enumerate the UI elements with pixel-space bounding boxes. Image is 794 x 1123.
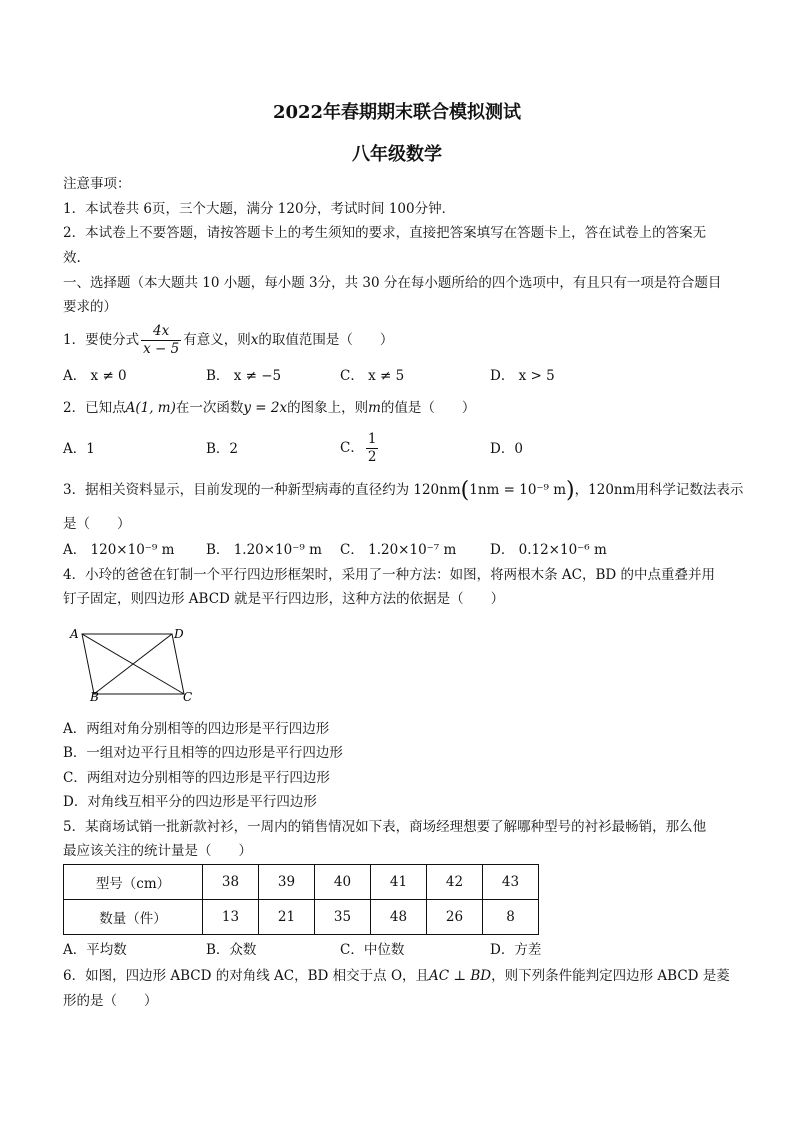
q2-option-c-label: C． bbox=[340, 440, 364, 456]
q1-suffix-a: 有意义，则 bbox=[183, 332, 251, 348]
question-4-cont: 钉子固定，则四边形 ABCD 就是平行四边形，这种方法的依据是（ ） bbox=[63, 591, 505, 607]
q2-mid: 在一次函数 bbox=[175, 400, 244, 416]
q1-option-d: D． x > 5 bbox=[490, 368, 555, 384]
q1-option-c: C． x ≠ 5 bbox=[340, 368, 405, 384]
notice-item-1: 1．本试卷共 6页，三个大题，满分 120分，考试时间 100分钟． bbox=[63, 201, 456, 217]
q2-prefix: 2．已知点 bbox=[63, 400, 126, 416]
q3-option-a: A． 120×10⁻⁹ m bbox=[63, 542, 175, 558]
table-cell: 48 bbox=[371, 900, 427, 935]
q2-function: y = 2x bbox=[243, 400, 288, 416]
q1-option-a: A． x ≠ 0 bbox=[63, 368, 127, 384]
parallelogram-figure bbox=[64, 622, 204, 704]
q4-option-d: D．对角线互相平分的四边形是平行四边形 bbox=[63, 794, 317, 810]
exam-subtitle: 八年级数学 bbox=[352, 144, 442, 165]
table-cell: 8 bbox=[483, 900, 539, 935]
q2-variable: m bbox=[368, 400, 381, 416]
q3-unit-definition: 1nm = 10⁻⁹ m bbox=[469, 482, 567, 498]
q1-fraction bbox=[141, 323, 181, 358]
section-heading-cont: 要求的） bbox=[63, 299, 117, 315]
q2-option-c-denominator: 2 bbox=[367, 449, 377, 465]
table-row-header: 数量（件） bbox=[64, 900, 203, 935]
q1-prefix: 1．要使分式 bbox=[63, 332, 140, 348]
table-cell: 26 bbox=[427, 900, 483, 935]
q1-fraction-denominator: x − 5 bbox=[143, 341, 180, 357]
notice-item-2-cont: 效. bbox=[63, 250, 81, 266]
q1-suffix-b: 的取值范围是（ ） bbox=[258, 332, 394, 348]
q2-suffix: 的值是（ ） bbox=[380, 400, 476, 416]
question-4: 4．小玲的爸爸在钉制一个平行四边形框架时，采用了一种方法：如图，将两根木条 AC，BD 的中点重叠并用 bbox=[63, 567, 715, 583]
sales-table bbox=[63, 864, 539, 935]
q2-option-d: D．0 bbox=[490, 441, 523, 457]
table-cell: 13 bbox=[203, 900, 259, 935]
vertex-label-b: B bbox=[90, 690, 99, 704]
q5-option-b: B．众数 bbox=[206, 942, 257, 958]
notice-item-2: 2．本试卷上不要答题，请按答题卡上的考生须知的要求，直接把答案填写在答题卡上，答在试卷上的答案无 bbox=[63, 225, 707, 241]
q3-option-c: C． 1.20×10⁻⁷ m bbox=[340, 542, 457, 558]
q2-mid2: 的图象上，则 bbox=[287, 400, 369, 416]
vertex-label-a: A bbox=[70, 627, 79, 641]
q2-option-c bbox=[340, 428, 380, 468]
q3-option-d: D． 0.12×10⁻⁶ m bbox=[490, 542, 607, 558]
table-cell: 21 bbox=[259, 900, 315, 935]
question-6-cont: 形的是（ ） bbox=[63, 993, 158, 1009]
q3-line1a: 3．据相关资料显示，目前发现的一种新型病毒的直径约为 120nm bbox=[63, 482, 461, 498]
diagonal-bd bbox=[94, 634, 172, 694]
table-cell: 35 bbox=[315, 900, 371, 935]
table-cell: 41 bbox=[371, 865, 427, 900]
exam-title: 2022年春期期末联合模拟测试 bbox=[272, 102, 522, 123]
table-cell: 43 bbox=[483, 865, 539, 900]
vertex-label-c: C bbox=[183, 690, 193, 704]
q3-paren-close: ) bbox=[566, 478, 575, 503]
notice-heading: 注意事项： bbox=[63, 176, 131, 192]
question-6 bbox=[63, 966, 731, 986]
question-5-cont: 最应该关注的统计量是（ ） bbox=[63, 843, 252, 859]
q1-fraction-numerator: 4x bbox=[141, 323, 181, 341]
q2-point: A(1, m) bbox=[125, 400, 176, 416]
q3-option-b: B． 1.20×10⁻⁹ m bbox=[206, 542, 322, 558]
q2-option-a: A．1 bbox=[63, 441, 95, 457]
question-1 bbox=[63, 322, 731, 358]
q5-option-a: A．平均数 bbox=[63, 942, 127, 958]
table-cell: 39 bbox=[259, 865, 315, 900]
question-5: 5．某商场试销一批新款衬衫，一周内的销售情况如下表，商场经理想要了解哪种型号的衬衫最畅销，那么他 bbox=[63, 819, 707, 835]
table-row bbox=[64, 900, 539, 935]
section-heading: 一、选择题（本大题共 10 小题，每小题 3分，共 30 分在每小题所给的四个选项中，有且只有一项是符合题目 bbox=[63, 275, 722, 291]
q2-option-c-numerator: 1 bbox=[367, 431, 377, 447]
q2-option-c-fraction bbox=[366, 431, 379, 466]
table-cell: 42 bbox=[427, 865, 483, 900]
q1-option-b: B． x ≠ −5 bbox=[206, 368, 282, 384]
q6-perpendicular: AC ⊥ BD bbox=[429, 968, 492, 984]
table-row bbox=[64, 865, 539, 900]
q5-option-c: C．中位数 bbox=[340, 942, 405, 958]
q3-line1c: ，120nm用科学记数法表示 bbox=[574, 482, 744, 498]
q4-option-c: C．两组对边分别相等的四边形是平行四边形 bbox=[63, 770, 330, 786]
q2-option-b: B．2 bbox=[206, 441, 239, 457]
q5-option-d: D．方差 bbox=[490, 942, 542, 958]
q4-option-a: A．两组对角分别相等的四边形是平行四边形 bbox=[63, 721, 330, 737]
q1-variable: x bbox=[250, 332, 259, 348]
q3-paren-open: ( bbox=[460, 478, 470, 503]
q6-line1c: ，则下列条件能判定四边形 ABCD 是菱 bbox=[491, 968, 730, 984]
table-cell: 38 bbox=[203, 865, 259, 900]
question-2 bbox=[63, 398, 731, 418]
q6-line1a: 6．如图，四边形 ABCD 的对角线 AC，BD 相交于点 O，且 bbox=[63, 968, 430, 984]
q4-option-b: B．一组对边平行且相等的四边形是平行四边形 bbox=[63, 745, 343, 761]
vertex-label-d: D bbox=[174, 627, 184, 641]
question-3-cont: 是（ ） bbox=[63, 516, 131, 532]
table-cell: 40 bbox=[315, 865, 371, 900]
table-row-header: 型号（cm） bbox=[64, 865, 203, 900]
question-3 bbox=[63, 478, 744, 503]
